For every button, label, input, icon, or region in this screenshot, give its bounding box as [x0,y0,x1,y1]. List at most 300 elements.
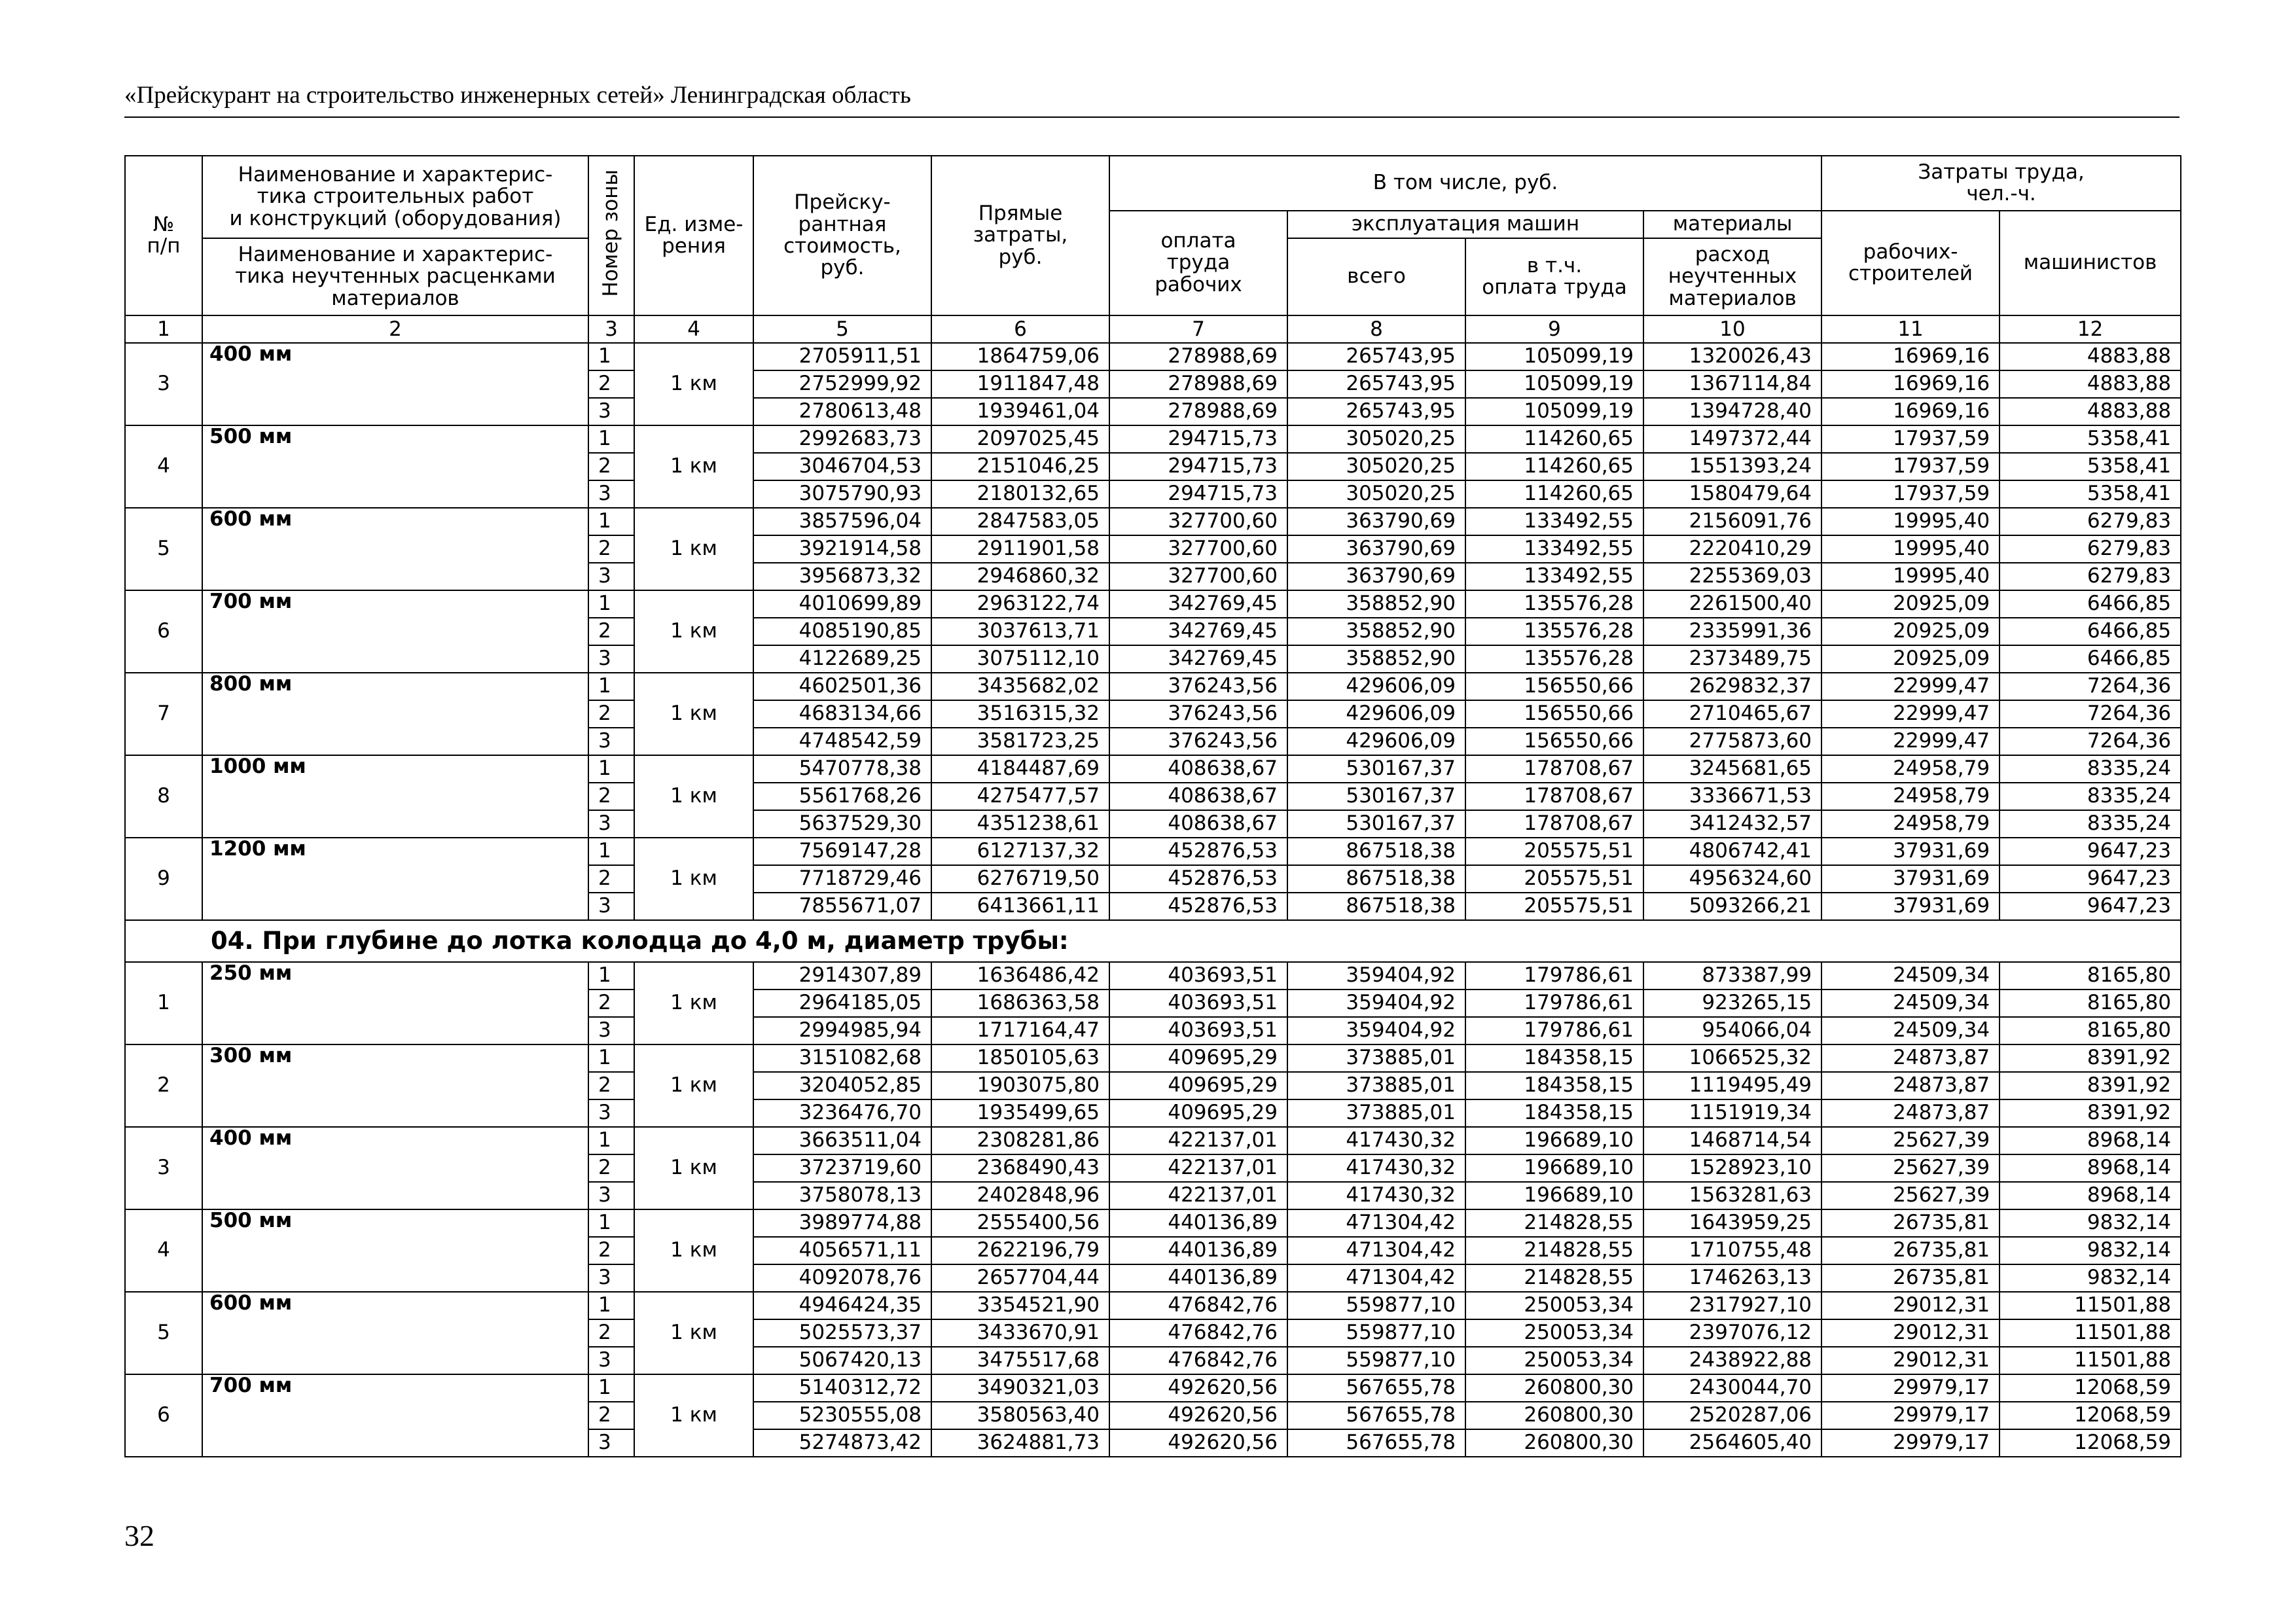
value-cell: 29979,17 [1821,1402,2000,1429]
unit-cell: 1 км [634,508,753,590]
item-name: 1000 мм [202,755,588,838]
value-cell: 867518,38 [1287,865,1465,893]
value-cell: 26735,81 [1821,1209,2000,1237]
value-cell: 3433670,91 [931,1319,1109,1347]
value-cell: 440136,89 [1109,1209,1287,1237]
value-cell: 12068,59 [2000,1374,2181,1402]
item-name: 600 мм [202,508,588,590]
row-number: 3 [125,1127,202,1209]
value-cell: 8165,80 [2000,1017,2181,1044]
value-cell: 8391,92 [2000,1044,2181,1072]
page-number: 32 [124,1519,154,1552]
zone-cell: 3 [588,645,634,673]
value-cell: 24958,79 [1821,755,2000,783]
value-cell: 12068,59 [2000,1402,2181,1429]
row-number: 9 [125,838,202,920]
value-cell: 1367114,84 [1643,370,1821,398]
value-cell: 2308281,86 [931,1127,1109,1154]
value-cell: 492620,56 [1109,1374,1287,1402]
value-cell: 3236476,70 [753,1099,931,1127]
zone-cell: 1 [588,1044,634,1072]
value-cell: 1580479,64 [1643,480,1821,508]
value-cell: 567655,78 [1287,1429,1465,1457]
value-cell: 403693,51 [1109,1017,1287,1044]
value-cell: 179786,61 [1465,1017,1643,1044]
value-cell: 422137,01 [1109,1127,1287,1154]
value-cell: 214828,55 [1465,1264,1643,1292]
value-cell: 7264,36 [2000,728,2181,755]
value-cell: 114260,65 [1465,480,1643,508]
value-cell: 6466,85 [2000,645,2181,673]
item-name: 600 мм [202,1292,588,1374]
value-cell: 6279,83 [2000,535,2181,563]
value-cell: 476842,76 [1109,1292,1287,1319]
value-cell: 492620,56 [1109,1402,1287,1429]
value-cell: 363790,69 [1287,563,1465,590]
row-number: 3 [125,343,202,425]
column-number: 1 [125,315,202,343]
unit-cell: 1 км [634,425,753,508]
value-cell: 4806742,41 [1643,838,1821,865]
item-name: 400 мм [202,343,588,425]
section-body [125,920,2181,962]
value-cell: 184358,15 [1465,1072,1643,1099]
header-builders: рабочих- строителей [1821,211,2000,315]
header-labor-costs: Затраты труда, чел.-ч. [1821,156,2181,211]
item-name: 700 мм [202,1374,588,1457]
value-cell: 179786,61 [1465,962,1643,990]
value-cell: 1528923,10 [1643,1154,1821,1182]
value-cell: 476842,76 [1109,1319,1287,1347]
value-cell: 1320026,43 [1643,343,1821,370]
header-rule [124,116,2179,118]
value-cell: 3412432,57 [1643,810,1821,838]
value-cell: 3151082,68 [753,1044,931,1072]
value-cell: 2317927,10 [1643,1292,1821,1319]
zone-cell: 3 [588,1017,634,1044]
value-cell: 327700,60 [1109,563,1287,590]
column-number: 4 [634,315,753,343]
zone-cell: 2 [588,1402,634,1429]
price-table [124,155,2181,1457]
value-cell: 22999,47 [1821,673,2000,700]
value-cell: 342769,45 [1109,618,1287,645]
value-cell: 24509,34 [1821,1017,2000,1044]
value-cell: 5230555,08 [753,1402,931,1429]
value-cell: 359404,92 [1287,990,1465,1017]
table-row [125,838,2181,865]
value-cell: 5358,41 [2000,425,2181,453]
value-cell: 2705911,51 [753,343,931,370]
value-cell: 305020,25 [1287,425,1465,453]
unit-cell: 1 км [634,838,753,920]
value-cell: 260800,30 [1465,1402,1643,1429]
value-cell: 873387,99 [1643,962,1821,990]
zone-cell: 2 [588,783,634,810]
unit-cell: 1 км [634,1209,753,1292]
column-number: 7 [1109,315,1287,343]
value-cell: 265743,95 [1287,370,1465,398]
value-cell: 4092078,76 [753,1264,931,1292]
value-cell: 867518,38 [1287,838,1465,865]
value-cell: 250053,34 [1465,1292,1643,1319]
value-cell: 133492,55 [1465,535,1643,563]
value-cell: 2963122,74 [931,590,1109,618]
value-cell: 471304,42 [1287,1237,1465,1264]
value-cell: 4956324,60 [1643,865,1821,893]
value-cell: 5358,41 [2000,480,2181,508]
value-cell: 373885,01 [1287,1044,1465,1072]
value-cell: 417430,32 [1287,1127,1465,1154]
value-cell: 9647,23 [2000,893,2181,920]
value-cell: 196689,10 [1465,1154,1643,1182]
zone-cell: 1 [588,590,634,618]
value-cell: 17937,59 [1821,453,2000,480]
table-body-after [125,962,2181,1457]
value-cell: 294715,73 [1109,480,1287,508]
column-number: 3 [588,315,634,343]
value-cell: 3758078,13 [753,1182,931,1209]
value-cell: 567655,78 [1287,1402,1465,1429]
zone-cell: 3 [588,1429,634,1457]
value-cell: 2156091,76 [1643,508,1821,535]
zone-cell: 3 [588,398,634,425]
value-cell: 358852,90 [1287,590,1465,618]
header-name-top: Наименование и характерис- тика строительных работ и конструкций (оборудования) [202,156,588,238]
zone-cell: 1 [588,838,634,865]
item-name: 1200 мм [202,838,588,920]
value-cell: 3516315,32 [931,700,1109,728]
value-cell: 408638,67 [1109,783,1287,810]
value-cell: 923265,15 [1643,990,1821,1017]
value-cell: 530167,37 [1287,783,1465,810]
value-cell: 1468714,54 [1643,1127,1821,1154]
value-cell: 214828,55 [1465,1237,1643,1264]
zone-cell: 3 [588,480,634,508]
table-body-before [125,343,2181,920]
zone-cell: 3 [588,893,634,920]
value-cell: 403693,51 [1109,962,1287,990]
value-cell: 2992683,73 [753,425,931,453]
value-cell: 105099,19 [1465,370,1643,398]
value-cell: 2622196,79 [931,1237,1109,1264]
value-cell: 3490321,03 [931,1374,1109,1402]
value-cell: 24958,79 [1821,810,2000,838]
value-cell: 3956873,32 [753,563,931,590]
value-cell: 358852,90 [1287,645,1465,673]
value-cell: 8165,80 [2000,962,2181,990]
zone-cell: 1 [588,1209,634,1237]
value-cell: 4085190,85 [753,618,931,645]
value-cell: 417430,32 [1287,1182,1465,1209]
value-cell: 4010699,89 [753,590,931,618]
row-number: 6 [125,590,202,673]
zone-cell: 1 [588,425,634,453]
header-num: № п/п [125,156,202,315]
table-header [125,156,2181,343]
value-cell: 471304,42 [1287,1209,1465,1237]
value-cell: 179786,61 [1465,990,1643,1017]
value-cell: 8391,92 [2000,1099,2181,1127]
value-cell: 3723719,60 [753,1154,931,1182]
value-cell: 2752999,92 [753,370,931,398]
value-cell: 37931,69 [1821,838,2000,865]
item-name: 500 мм [202,1209,588,1292]
value-cell: 2373489,75 [1643,645,1821,673]
zone-cell: 1 [588,962,634,990]
value-cell: 422137,01 [1109,1182,1287,1209]
value-cell: 11501,88 [2000,1319,2181,1347]
value-cell: 5093266,21 [1643,893,1821,920]
value-cell: 3046704,53 [753,453,931,480]
zone-cell: 2 [588,370,634,398]
running-header: «Прейскурант на строительство инженерных сетей» Ленинградская область [124,82,911,109]
value-cell: 178708,67 [1465,810,1643,838]
value-cell: 408638,67 [1109,755,1287,783]
value-cell: 417430,32 [1287,1154,1465,1182]
zone-cell: 3 [588,1099,634,1127]
table-row [125,1374,2181,1402]
zone-cell: 1 [588,508,634,535]
value-cell: 25627,39 [1821,1154,2000,1182]
value-cell: 1551393,24 [1643,453,1821,480]
value-cell: 24958,79 [1821,783,2000,810]
value-cell: 567655,78 [1287,1374,1465,1402]
value-cell: 114260,65 [1465,453,1643,480]
value-cell: 3037613,71 [931,618,1109,645]
value-cell: 29979,17 [1821,1429,2000,1457]
value-cell: 4184487,69 [931,755,1109,783]
value-cell: 9647,23 [2000,865,2181,893]
value-cell: 5025573,37 [753,1319,931,1347]
section-title: 04. При глубине до лотка колодца до 4,0 м, диаметр трубы: [125,920,2181,962]
value-cell: 363790,69 [1287,535,1465,563]
value-cell: 156550,66 [1465,673,1643,700]
value-cell: 260800,30 [1465,1429,1643,1457]
value-cell: 19995,40 [1821,535,2000,563]
section-row [125,920,2181,962]
header-zone-label: Номер зоны [599,169,623,297]
value-cell: 25627,39 [1821,1182,2000,1209]
value-cell: 305020,25 [1287,480,1465,508]
value-cell: 26735,81 [1821,1264,2000,1292]
value-cell: 6466,85 [2000,590,2181,618]
value-cell: 1066525,32 [1643,1044,1821,1072]
value-cell: 2946860,32 [931,563,1109,590]
value-cell: 2847583,05 [931,508,1109,535]
value-cell: 24873,87 [1821,1072,2000,1099]
value-cell: 205575,51 [1465,865,1643,893]
zone-cell: 3 [588,1264,634,1292]
value-cell: 530167,37 [1287,810,1465,838]
value-cell: 4883,88 [2000,370,2181,398]
unit-cell: 1 км [634,343,753,425]
value-cell: 17937,59 [1821,425,2000,453]
value-cell: 184358,15 [1465,1044,1643,1072]
value-cell: 11501,88 [2000,1292,2181,1319]
value-cell: 476842,76 [1109,1347,1287,1374]
header-direct: Прямые затраты, руб. [931,156,1109,315]
value-cell: 2994985,94 [753,1017,931,1044]
value-cell: 6276719,50 [931,865,1109,893]
value-cell: 1710755,48 [1643,1237,1821,1264]
table-row [125,1209,2181,1237]
value-cell: 359404,92 [1287,962,1465,990]
column-number: 8 [1287,315,1465,343]
column-number: 10 [1643,315,1821,343]
column-number: 11 [1821,315,2000,343]
value-cell: 376243,56 [1109,728,1287,755]
header-workers-pay: оплата труда рабочих [1109,211,1287,315]
header-unit: Ед. изме- рения [634,156,753,315]
value-cell: 1151919,34 [1643,1099,1821,1127]
value-cell: 403693,51 [1109,990,1287,1017]
zone-cell: 2 [588,1154,634,1182]
value-cell: 342769,45 [1109,645,1287,673]
value-cell: 7569147,28 [753,838,931,865]
header-including: В том числе, руб. [1109,156,1821,211]
value-cell: 8335,24 [2000,755,2181,783]
value-cell: 1903075,80 [931,1072,1109,1099]
value-cell: 6413661,11 [931,893,1109,920]
value-cell: 4883,88 [2000,343,2181,370]
column-number: 6 [931,315,1109,343]
value-cell: 6127137,32 [931,838,1109,865]
value-cell: 440136,89 [1109,1264,1287,1292]
value-cell: 3624881,73 [931,1429,1109,1457]
value-cell: 1636486,42 [931,962,1109,990]
value-cell: 7718729,46 [753,865,931,893]
value-cell: 1850105,63 [931,1044,1109,1072]
value-cell: 492620,56 [1109,1429,1287,1457]
value-cell: 205575,51 [1465,838,1643,865]
value-cell: 2555400,56 [931,1209,1109,1237]
value-cell: 2775873,60 [1643,728,1821,755]
value-cell: 278988,69 [1109,398,1287,425]
item-name: 300 мм [202,1044,588,1127]
value-cell: 1939461,04 [931,398,1109,425]
value-cell: 5358,41 [2000,453,2181,480]
value-cell: 4056571,11 [753,1237,931,1264]
zone-cell: 2 [588,1319,634,1347]
value-cell: 20925,09 [1821,618,2000,645]
column-number: 12 [2000,315,2181,343]
value-cell: 196689,10 [1465,1127,1643,1154]
value-cell: 422137,01 [1109,1154,1287,1182]
value-cell: 294715,73 [1109,425,1287,453]
value-cell: 4351238,61 [931,810,1109,838]
table-row [125,343,2181,370]
value-cell: 250053,34 [1465,1319,1643,1347]
value-cell: 265743,95 [1287,343,1465,370]
value-cell: 22999,47 [1821,700,2000,728]
unit-cell: 1 км [634,1374,753,1457]
value-cell: 7264,36 [2000,673,2181,700]
value-cell: 530167,37 [1287,755,1465,783]
value-cell: 9647,23 [2000,838,2181,865]
value-cell: 135576,28 [1465,590,1643,618]
value-cell: 1746263,13 [1643,1264,1821,1292]
value-cell: 250053,34 [1465,1347,1643,1374]
zone-cell: 3 [588,1182,634,1209]
value-cell: 5470778,38 [753,755,931,783]
value-cell: 5561768,26 [753,783,931,810]
table-row [125,590,2181,618]
value-cell: 1497372,44 [1643,425,1821,453]
value-cell: 260800,30 [1465,1374,1643,1402]
value-cell: 452876,53 [1109,865,1287,893]
value-cell: 559877,10 [1287,1292,1465,1319]
value-cell: 3075790,93 [753,480,931,508]
value-cell: 2914307,89 [753,962,931,990]
table-row [125,508,2181,535]
value-cell: 294715,73 [1109,453,1287,480]
zone-cell: 2 [588,618,634,645]
column-number: 9 [1465,315,1643,343]
unit-cell: 1 км [634,962,753,1044]
row-number: 7 [125,673,202,755]
zone-cell: 2 [588,700,634,728]
value-cell: 37931,69 [1821,893,2000,920]
value-cell: 2520287,06 [1643,1402,1821,1429]
table-row [125,1292,2181,1319]
table-row [125,962,2181,990]
row-number: 2 [125,1044,202,1127]
value-cell: 3245681,65 [1643,755,1821,783]
value-cell: 1935499,65 [931,1099,1109,1127]
value-cell: 429606,09 [1287,728,1465,755]
zone-cell: 2 [588,865,634,893]
value-cell: 8335,24 [2000,783,2181,810]
value-cell: 214828,55 [1465,1209,1643,1237]
value-cell: 196689,10 [1465,1182,1643,1209]
value-cell: 3580563,40 [931,1402,1109,1429]
value-cell: 4683134,66 [753,700,931,728]
value-cell: 19995,40 [1821,563,2000,590]
value-cell: 2657704,44 [931,1264,1109,1292]
value-cell: 1864759,06 [931,343,1109,370]
value-cell: 11501,88 [2000,1347,2181,1374]
value-cell: 16969,16 [1821,343,2000,370]
value-cell: 37931,69 [1821,865,2000,893]
value-cell: 7855671,07 [753,893,931,920]
value-cell: 6279,83 [2000,508,2181,535]
value-cell: 1686363,58 [931,990,1109,1017]
unit-cell: 1 км [634,1292,753,1374]
value-cell: 4883,88 [2000,398,2181,425]
value-cell: 1563281,63 [1643,1182,1821,1209]
value-cell: 1911847,48 [931,370,1109,398]
table-row [125,1044,2181,1072]
zone-cell: 2 [588,1237,634,1264]
value-cell: 265743,95 [1287,398,1465,425]
value-cell: 2097025,45 [931,425,1109,453]
value-cell: 5067420,13 [753,1347,931,1374]
unit-cell: 1 км [634,1044,753,1127]
row-number: 8 [125,755,202,838]
value-cell: 25627,39 [1821,1127,2000,1154]
table-row [125,673,2181,700]
zone-cell: 3 [588,728,634,755]
value-cell: 409695,29 [1109,1044,1287,1072]
value-cell: 429606,09 [1287,673,1465,700]
column-number: 5 [753,315,931,343]
header-machines-pay: в т.ч. оплата труда [1465,238,1643,315]
value-cell: 12068,59 [2000,1429,2181,1457]
value-cell: 3581723,25 [931,728,1109,755]
value-cell: 373885,01 [1287,1072,1465,1099]
item-name: 250 мм [202,962,588,1044]
